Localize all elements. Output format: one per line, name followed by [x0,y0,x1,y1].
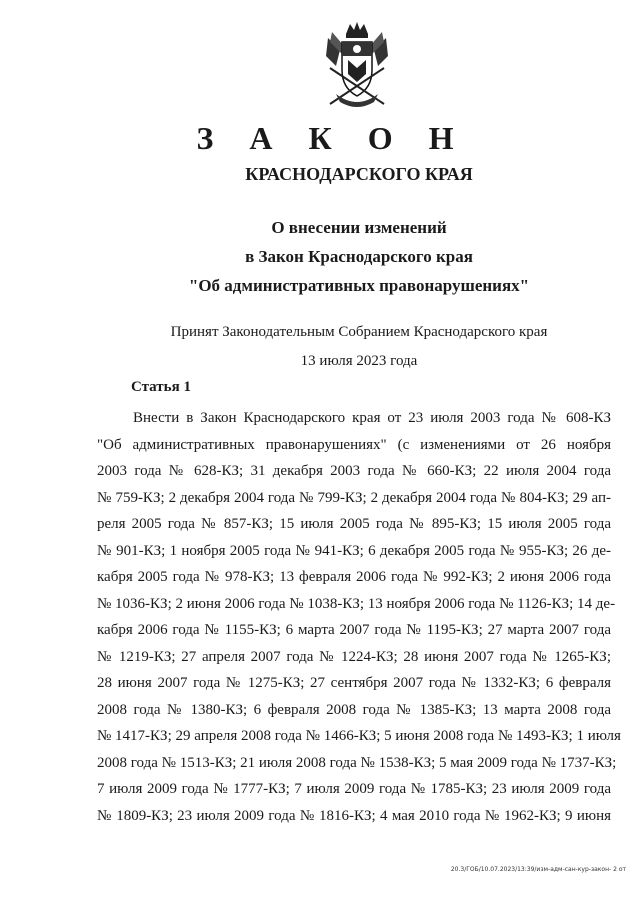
footer-stamp: 20.3/ГОБ/10.07.2023/13:39/изм-адм-сан-кур-закон- 2 от [450,866,626,873]
coat-of-arms-emblem [322,20,392,110]
article-line: № 1417-КЗ; 29 апреля 2008 года № 1466-КЗ; 5 июня 2008 года № 1493-КЗ; 1 июля [97,728,621,744]
article-line: № 759-КЗ; 2 декабря 2004 года № 799-КЗ; 2 декабря 2004 года № 804-КЗ; 29 ап- [97,489,611,506]
law-subject-line: "Об административных правонарушениях" [188,276,530,295]
law-subject [0,213,640,300]
article-line: кабря 2005 года № 978-КЗ; 13 февраля 2006 года № 992-КЗ; 2 июня 2006 года [97,569,611,585]
law-subject-line: О внесении изменений [271,218,447,237]
document-title: З А К О Н [196,120,468,156]
adoption-note [0,318,640,376]
article-line: № 1219-КЗ; 27 апреля 2007 года № 1224-КЗ; 28 июня 2007 года № 1265-КЗ; [97,648,611,665]
adoption-body: Принят Законодательным Собранием Краснодарского края [170,324,548,340]
article-line: реля 2005 года № 857-КЗ; 15 июля 2005 года № 895-КЗ; 15 июля 2005 года [97,516,611,532]
document-subtitle: КРАСНОДАРСКОГО КРАЯ [245,164,473,184]
article-line: кабря 2006 года № 1155-КЗ; 6 марта 2007 года № 1195-КЗ; 27 марта 2007 года [97,622,611,638]
article-line: 28 июня 2007 года № 1275-КЗ; 27 сентября 2007 года № 1332-КЗ; 6 февраля [97,675,611,691]
article-line: 2008 года № 1513-КЗ; 21 июля 2008 года № 1538-КЗ; 5 мая 2009 года № 1737-КЗ; [97,754,617,771]
article-heading: Статья 1 [131,379,191,395]
article-line: № 1036-КЗ; 2 июня 2006 года № 1038-КЗ; 13 ноября 2006 года № 1126-КЗ; 14 де- [97,595,616,612]
article-line: 2003 года № 628-КЗ; 31 декабря 2003 года № 660-КЗ; 22 июля 2004 года [97,463,611,479]
adoption-date: 13 июля 2023 года [300,353,418,369]
article-line: 7 июля 2009 года № 1777-КЗ; 7 июля 2009 года № 1785-КЗ; 23 июля 2009 года [97,781,611,797]
article-line: 2008 года № 1380-КЗ; 6 февраля 2008 года № 1385-КЗ; 13 марта 2008 года [97,701,611,718]
article-line: № 901-КЗ; 1 ноября 2005 года № 941-КЗ; 6 декабря 2005 года № 955-КЗ; 26 де- [97,542,611,559]
law-subject-line: в Закон Краснодарского края [245,247,473,266]
article-line: № 1809-КЗ; 23 июля 2009 года № 1816-КЗ; 4 мая 2010 года № 1962-КЗ; 9 июня [97,807,611,824]
article-line: Внести в Закон Краснодарского края от 23 июля 2003 года № 608-КЗ [133,410,611,426]
article-body [97,405,621,829]
article-line: "Об административных правонарушениях" (с изменениями от 26 ноября [97,436,611,453]
